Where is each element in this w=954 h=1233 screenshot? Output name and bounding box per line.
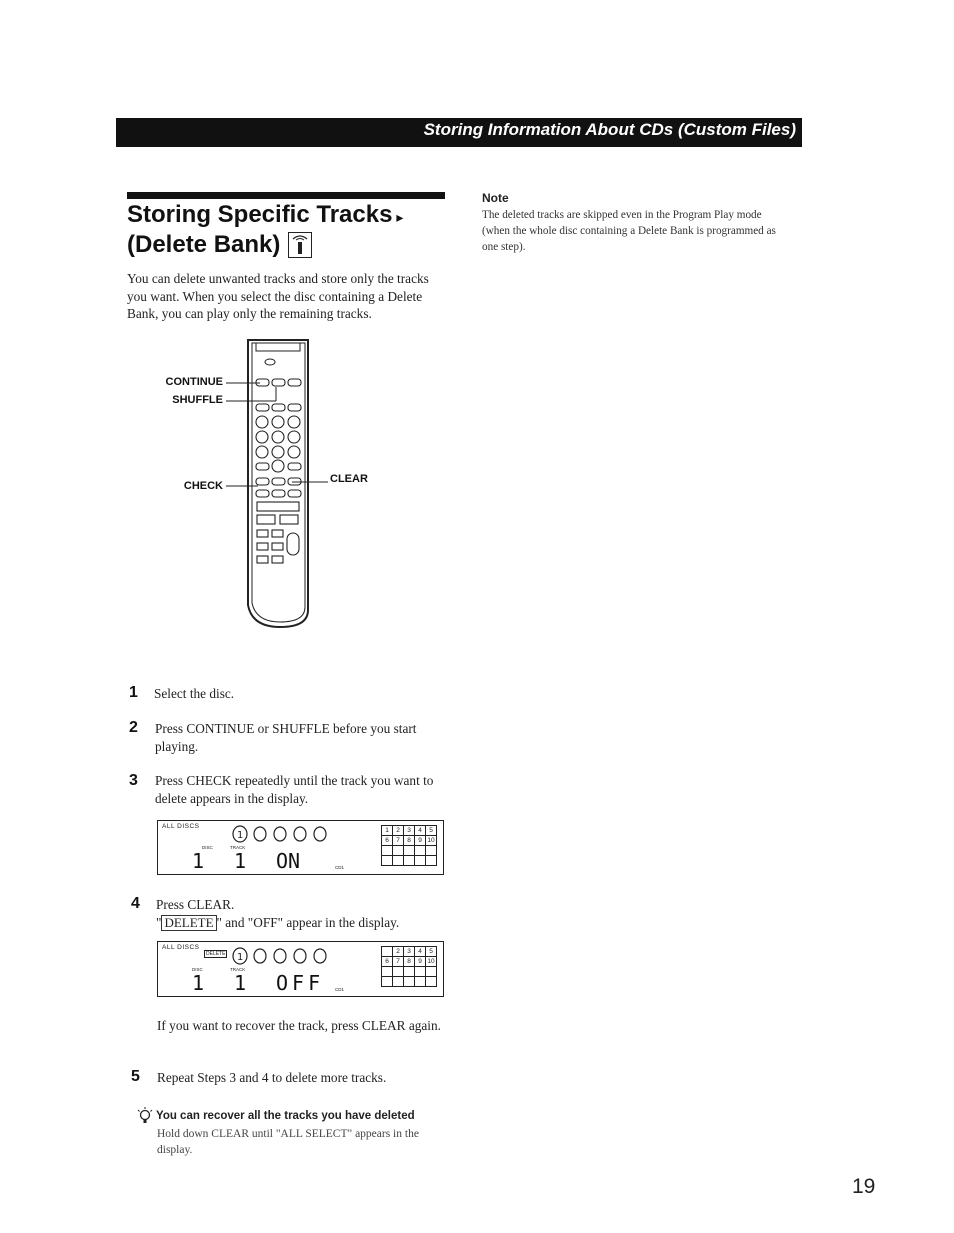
step-4-line2: " and "OFF" appear in the display.: [216, 914, 400, 930]
delete-bank-icon: [288, 232, 312, 258]
delete-badge: DELETE: [206, 951, 226, 957]
svg-text:1: 1: [237, 952, 244, 963]
all-discs-label: ALL DISCS: [162, 823, 200, 830]
step-2-number: 2: [129, 719, 138, 736]
disc-label: DISC: [202, 845, 213, 850]
section-title-line1: Storing Specific Tracks: [127, 201, 393, 228]
track-label: TRACK: [230, 967, 246, 972]
disc-number: 1: [192, 971, 205, 995]
track-grid: 1 2 3 4 5 6 7 8 9 10: [381, 825, 437, 866]
step-1-text: Select the disc.: [154, 686, 235, 701]
step-3-number: 3: [129, 772, 138, 789]
all-discs-label: ALL DISCS: [162, 944, 200, 951]
step-1-number: 1: [129, 684, 138, 701]
lightbulb-icon: [137, 1107, 153, 1130]
clear-label: CLEAR: [330, 473, 368, 485]
tip-heading: You can recover all the tracks you have deleted: [156, 1110, 415, 1122]
note-text: The deleted tracks are skipped even in the Program Play mode (when the whole disc containing a Delete Bank is programmed as one step).: [482, 209, 776, 253]
section-rule: [127, 192, 445, 199]
intro-paragraph: You can delete unwanted tracks and store only the tracks you want. When you select the disc containing a Delete Bank, you can play only the remaining tracks.: [127, 271, 429, 321]
tip-text: Hold down CLEAR until "ALL SELECT" appears in the display.: [157, 1128, 419, 1156]
page-number: 19: [852, 1175, 876, 1198]
display-off: [157, 941, 444, 997]
cd-label: CD1: [335, 865, 345, 870]
note-heading: Note: [482, 191, 509, 205]
track-number: 1: [234, 971, 247, 995]
remote-illustration: [160, 335, 375, 635]
step-5-number: 5: [131, 1068, 140, 1085]
header-bar: [116, 118, 802, 147]
header-title: Storing Information About CDs (Custom Files): [423, 120, 796, 139]
cd-label: CD1: [335, 987, 345, 992]
step-4-text: Press CLEAR. " DELETE " and "OFF" appear in the display.: [156, 896, 456, 931]
step-5-text: Repeat Steps 3 and 4 to delete more tracks.: [157, 1070, 387, 1085]
disc-label: DISC: [192, 967, 203, 972]
disc-number: 1: [192, 849, 205, 873]
arrow-icon: ▸: [392, 209, 404, 225]
track-number: 1: [234, 849, 247, 873]
shuffle-label: SHUFFLE: [172, 394, 223, 406]
disc-indicators-icon: [230, 824, 330, 844]
continue-label: CONTINUE: [165, 376, 223, 388]
step-2-text: Press CONTINUE or SHUFFLE before you start playing.: [155, 721, 417, 754]
disc-indicators-icon: [230, 946, 330, 966]
step-4-line1: Press CLEAR.: [156, 897, 235, 912]
track-label: TRACK: [230, 845, 246, 850]
status-text: ON: [276, 849, 301, 873]
section-title: [127, 201, 403, 258]
delete-indicator: DELETE: [161, 915, 216, 931]
step-3-text: Press CHECK repeatedly until the track you want to delete appears in the display.: [155, 773, 434, 806]
recover-track-text: If you want to recover the track, press CLEAR again.: [157, 1018, 441, 1033]
check-label: CHECK: [183, 480, 223, 492]
track-grid: 2 3 4 5 6 7 8 9 10: [381, 946, 437, 987]
display-on: [157, 820, 444, 875]
step-4-number: 4: [131, 895, 140, 912]
status-text: OFF: [276, 971, 325, 995]
section-title-line2: (Delete Bank): [127, 231, 281, 258]
svg-text:1: 1: [237, 830, 244, 841]
